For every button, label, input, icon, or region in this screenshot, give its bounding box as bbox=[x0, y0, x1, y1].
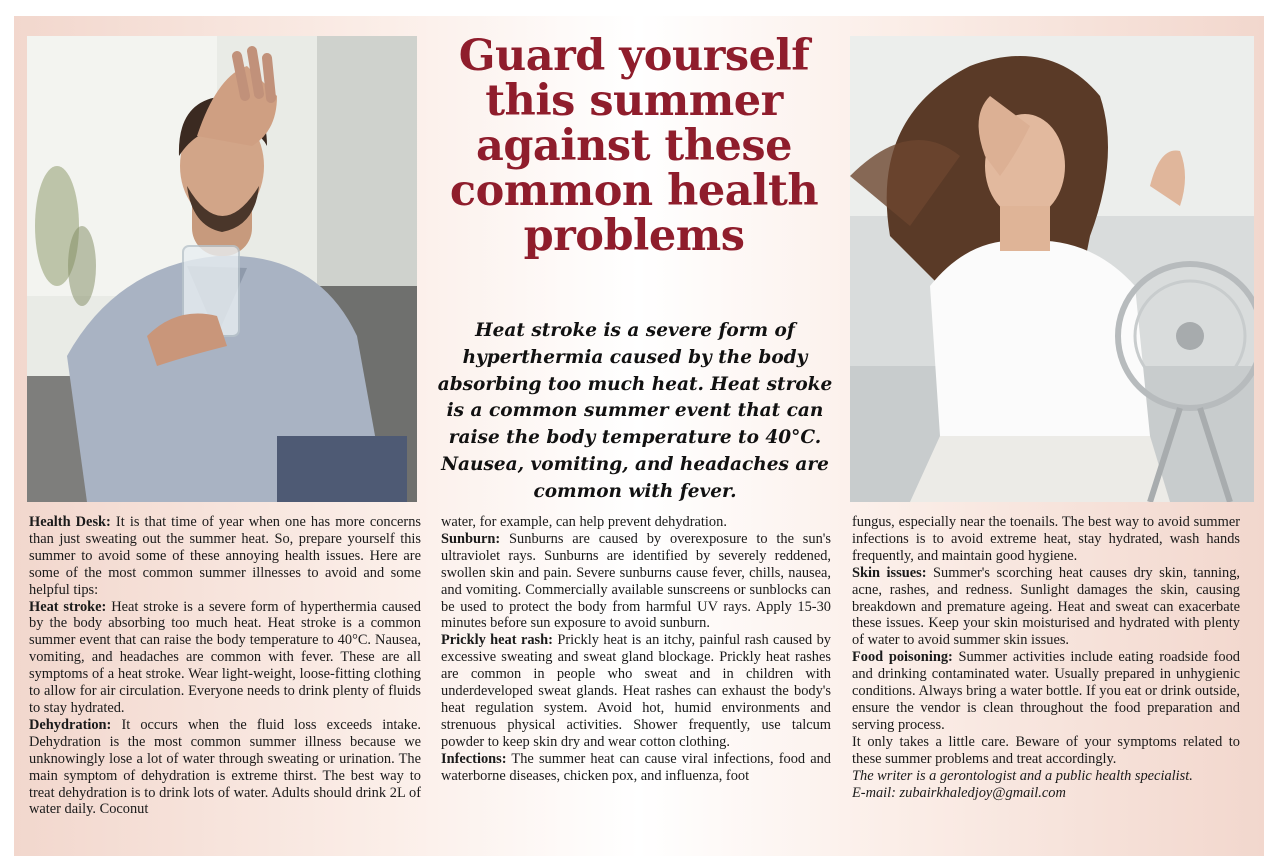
photo-woman-with-fan bbox=[850, 36, 1254, 502]
paragraph-dehydration-cont: water, for example, can help prevent dehydration. bbox=[441, 514, 727, 530]
article-deck: Heat stroke is a severe form of hyperthermia caused by the body absorbing too much heat. Heat stroke is a common summer event that can raise the body temperature to 40°C. Nausea, vomiting, and headaches are common with fever. bbox=[437, 320, 833, 502]
article-column-2 bbox=[441, 514, 831, 854]
author-email: E-mail: zubairkhaledjoy@gmail.com bbox=[852, 784, 1066, 801]
paragraph-dehydration: Dehydration: It occurs when the fluid loss exceeds intake. Dehydration is the most common summer illness because we unknowingly lose a lot of water through sweating or urination. The main symptom of dehydration is extreme thirst. The best way to treat dehydration is to drink lots of water. Adults should drink 2L of water daily. Coconut bbox=[29, 716, 421, 818]
paragraph-infections-cont: fungus, especially near the toenails. The best way to avoid summer infections is to avoid extreme heat, stay hydrated, wash hands frequently, and maintain good hygiene. bbox=[852, 514, 1240, 564]
paragraph-food-poisoning: Food poisoning: Summer activities include eating roadside food and drinking contaminated water. Usually prepared in unhygienic conditions. Always bring a water bottle. If you eat or drink outside, ensure the vendor is clean throughout the food preparation and serving process. bbox=[852, 649, 1240, 733]
label-prickly-heat: Prickly heat rash: bbox=[441, 632, 553, 649]
paragraph-prickly-heat: Prickly heat rash: Prickly heat is an itchy, painful rash caused by excessive sweating and sweat gland blockage. Prickly heat rashes are common in people who sweat and in children with underdeveloped sweat glands. Heat rashes can exhaust the body's heat regulation system. Avoid hot, humid environments and strenuous physical activities. Shower frequently, use talcum powder to keep skin dry and wear cotton clothing. bbox=[441, 632, 831, 750]
photo-man-with-water bbox=[27, 36, 417, 502]
label-health-desk: Health Desk: bbox=[29, 514, 111, 530]
label-heat-stroke: Heat stroke: bbox=[29, 598, 107, 615]
paragraph-skin-issues: Skin issues: Summer's scorching heat causes dry skin, tanning, acne, rashes, and redness. Sunlight damages the skin, causing breakdown and premature ageing. Heat and sweat can exacerbate these issues. Keep your skin moisturised and hydrated with plenty of water to avoid summer skin issues. bbox=[852, 564, 1240, 649]
paragraph-heat-stroke: Heat stroke: Heat stroke is a severe form of hyperthermia caused by the body absorbing too much heat. Heat stroke is a common summer event that can raise the body temperature to 40°C. Nausea, vomiting, and headaches are common with fever. These are all symptoms of a heat stroke. Wear light-weight, loose-fitting clothing to allow for air circulation. Everyone needs to drink plenty of fluids to stay hydrated. bbox=[29, 598, 421, 716]
article-headline: Guard yourself this summer against these common health problems bbox=[449, 31, 819, 261]
paragraph-closing: It only takes a little care. Beware of your symptoms related to these summer problems and treat accordingly. bbox=[852, 733, 1240, 767]
paragraph-intro: Health Desk: It is that time of year when one has more concerns than just sweating out the summer heat. So, prepare yourself this summer to avoid some of these annoying health issues. Here are some of the most common summer illnesses to avoid and some helpful tips: bbox=[29, 514, 421, 598]
author-credit: The writer is a gerontologist and a public health specialist. bbox=[852, 767, 1193, 784]
newspaper-page bbox=[14, 16, 1264, 856]
label-sunburn: Sunburn: bbox=[441, 530, 501, 547]
label-skin-issues: Skin issues: bbox=[852, 564, 927, 581]
paragraph-sunburn: Sunburn: Sunburns are caused by overexposure to the sun's ultraviolet rays. Sunburns are identified by severely reddened, swollen skin and pain. Severe sunburns cause fever, chills, nausea, and vomiting. Commercially available sunscreens or sunblocks can be used to protect the body from harmful UV rays. Apply 15-30 minutes before sun exposure to avoid sunburn. bbox=[441, 530, 831, 632]
paragraph-infections: Infections: The summer heat can cause viral infections, food and waterborne diseases, chicken pox, and influenza, foot bbox=[441, 750, 831, 784]
label-infections: Infections: bbox=[441, 750, 507, 767]
label-food-poisoning: Food poisoning: bbox=[852, 649, 953, 666]
label-dehydration: Dehydration: bbox=[29, 716, 112, 733]
article-column-3 bbox=[852, 514, 1240, 854]
article-column-1 bbox=[29, 514, 421, 854]
